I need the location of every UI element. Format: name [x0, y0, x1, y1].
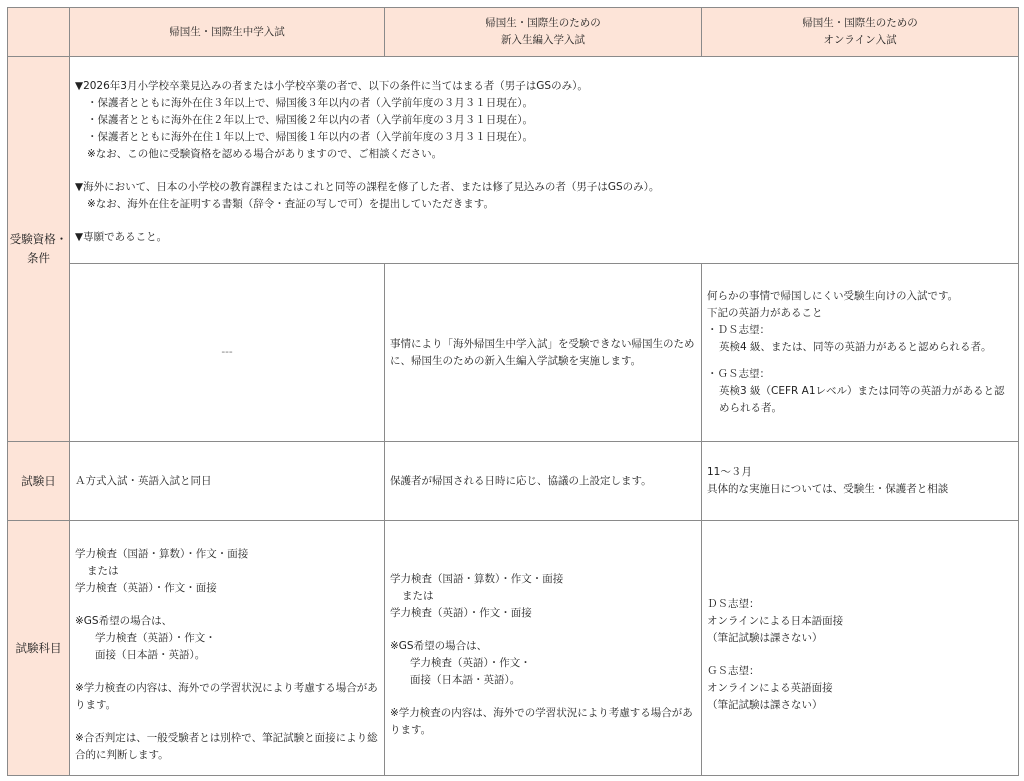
eligibility-p2: ▼海外において、日本の小学校の教育課程またはこれと同等の課程を修了した者、または修了見込みの者（男子はGSのみ）。	[75, 181, 660, 193]
subjects-col3: ＤＳ志望： オンラインによる日本語面接 （筆記試験は課さない） ＧＳ志望： オンラインによる英語面接 （筆記試験は課さない）	[702, 521, 1019, 776]
exam-date-col1: Ａ方式入試・英語入試と同日	[70, 442, 385, 521]
eligibility-col1: ---	[70, 264, 385, 442]
eligibility-item-2: ・保護者とともに海外在住２年以上で、帰国後２年以内の者（入学前年度の３月３１日現在）。	[87, 114, 534, 126]
eligibility-common-cell	[70, 57, 1019, 264]
row-header-exam-date: 試験日	[8, 442, 70, 521]
header-row	[8, 8, 1019, 57]
header-col1: 帰国生・国際生中学入試	[70, 8, 385, 57]
header-col3: 帰国生・国際生のための オンライン入試	[702, 8, 1019, 57]
eligibility-p3: ▼専願であること。	[75, 231, 168, 243]
subjects-col2: 学力検査（国語・算数）・作文・面接 または 学力検査（英語）・作文・面接 ※GS希望の場合は、 学力検査（英語）・作文・ 面接（日本語・英語）。 ※学力検査の内容は、海外での学習状況により考慮する場合があります。	[385, 521, 702, 776]
subjects-row	[8, 521, 1019, 776]
eligibility-common-row	[8, 57, 1019, 264]
eligibility-item-3: ・保護者とともに海外在住１年以上で、帰国後１年以内の者（入学前年度の３月３１日現在）。	[87, 131, 534, 143]
header-col2: 帰国生・国際生のための 新入生編入学入試	[385, 8, 702, 57]
exam-date-col2: 保護者が帰国される日時に応じ、協議の上設定します。	[385, 442, 702, 521]
admission-table	[7, 7, 1019, 776]
eligibility-note: ※なお、この他に受験資格を認める場合がありますので、ご相談ください。	[87, 148, 443, 160]
row-header-eligibility: 受験資格・条件	[8, 57, 70, 442]
exam-date-col3: 11～３月 具体的な実施日については、受験生・保護者と相談	[702, 442, 1019, 521]
eligibility-p2-note: ※なお、海外在住を証明する書類（辞令・査証の写しで可）を提出していただきます。	[87, 198, 494, 210]
eligibility-p1: ▼2026年3月小学校卒業見込みの者または小学校卒業の者で、以下の条件に当てはまる者（男子はGSのみ）。	[75, 80, 588, 92]
subjects-col1: 学力検査（国語・算数）・作文・面接 または 学力検査（英語）・作文・面接 ※GS希望の場合は、 学力検査（英語）・作文・ 面接（日本語・英語）。 ※学力検査の内容は、海外での学習状況により考慮する場合があります。 ※合否判定は、一般受験者とは別枠で、筆記試験と面接により総合的に判断します。	[70, 521, 385, 776]
exam-date-row	[8, 442, 1019, 521]
eligibility-item-1: ・保護者とともに海外在住３年以上で、帰国後３年以内の者（入学前年度の３月３１日現在）。	[87, 97, 534, 109]
eligibility-col3: 何らかの事情で帰国しにくい受験生向けの入試です。 下記の英語力があること ・ＤＳ志望： 英検4 級、または、同等の英語力があると認められる者。 ・ＧＳ志望： 英検3 級（CEFR A1レベル）または同等の英語力があると認められる者。	[702, 264, 1019, 442]
eligibility-specific-row	[8, 264, 1019, 442]
eligibility-col2: 事情により「海外帰国生中学入試」を受験できない帰国生のために、帰国生のための新入生編入学試験を実施します。	[385, 264, 702, 442]
row-header-subjects: 試験科目	[8, 521, 70, 776]
header-corner	[8, 8, 70, 57]
